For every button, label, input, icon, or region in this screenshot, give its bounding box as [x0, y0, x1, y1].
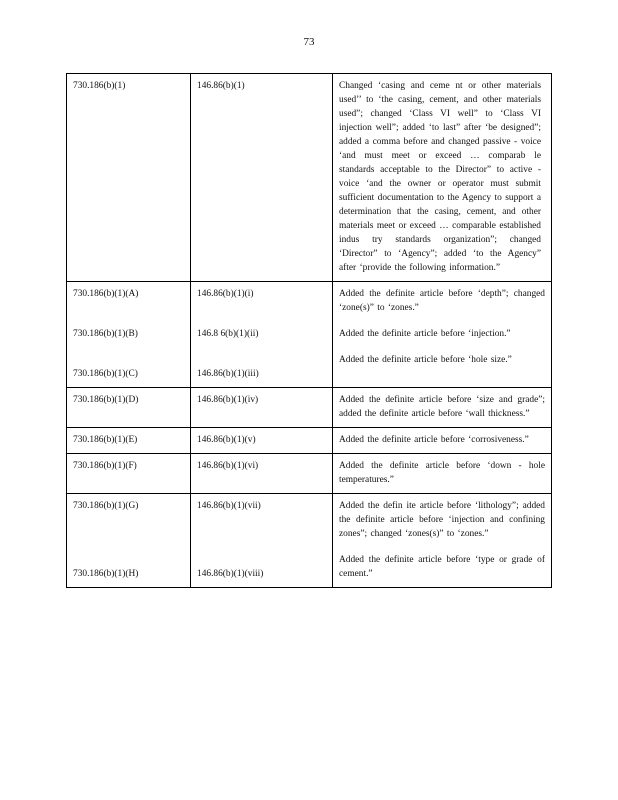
- new-section: 146.86(b)(1)(i): [197, 289, 254, 299]
- description-cell: [333, 388, 552, 428]
- new-section: 146.8 6(b)(1)(ii): [197, 329, 259, 339]
- new-section: 146.86(b)(1): [197, 81, 245, 91]
- new-section: 146.86(b)(1)(vii): [197, 501, 261, 511]
- change-description: Added the definite article before ‘corrosiveness.”: [339, 435, 529, 445]
- old-section: 730.186(b)(1)(A): [73, 289, 139, 299]
- new-section-cell: [191, 282, 333, 388]
- new-section: 146.86(b)(1)(iv): [197, 395, 259, 405]
- description-cell: [333, 282, 552, 388]
- description-cell: [333, 494, 552, 588]
- old-section: 730.186(b)(1)(C): [73, 369, 138, 379]
- old-section: 730.186(b)(1)(B): [73, 329, 138, 339]
- table-row: [67, 428, 552, 454]
- change-description: Added the definite article before ‘hole size.”: [339, 355, 512, 365]
- change-description: Added the definite article before ‘down - hole temperatures.”: [339, 461, 545, 485]
- new-section-cell: [191, 74, 333, 282]
- table-row: [67, 494, 552, 588]
- change-description: Changed ‘casing and ceme nt or other materials used’’ to ‘the casing, cement, and other materials used”; changed ‘Class VI well” to ‘Class VI injection well”; added ‘to last” after ‘be designed”; added a comma before and changed passive - voice ‘and must meet or exceed … comparab le standards acceptable to the Director” to active -voice ‘and the owner or operator must submit sufficient documentation to the Agency to support a determination that the casing, cement, and other materials meet or exceed … comparable established indus try standards organization”; changed ‘Director” to ‘Agency”; added ‘to the Agency” after ‘provide the following information.”: [339, 81, 541, 273]
- description-cell: [333, 74, 552, 282]
- description-cell: [333, 428, 552, 454]
- table-row: [67, 454, 552, 494]
- old-section-cell: [67, 74, 191, 282]
- new-section: 146.86(b)(1)(viii): [197, 569, 264, 579]
- old-section-cell: [67, 282, 191, 388]
- old-section: 730.186(b)(1)(H): [73, 569, 139, 579]
- regulation-comparison-table: [66, 73, 552, 588]
- new-section-cell: [191, 494, 333, 588]
- new-section-cell: [191, 388, 333, 428]
- old-section: 730.186(b)(1)(D): [73, 395, 139, 405]
- change-description: Added the defin ite article before ‘lithology”; added the definite article before ‘injection and confining zones”; changed ‘zones(s)” to ‘zones.”: [339, 501, 545, 539]
- old-section: 730.186(b)(1)(G): [73, 501, 139, 511]
- old-section-cell: [67, 428, 191, 454]
- old-section-cell: [67, 388, 191, 428]
- old-section: 730.186(b)(1)(E): [73, 435, 138, 445]
- new-section-cell: [191, 428, 333, 454]
- old-section-cell: [67, 454, 191, 494]
- new-section: 146.86(b)(1)(vi): [197, 461, 259, 471]
- new-section: 146.86(b)(1)(v): [197, 435, 256, 445]
- change-description: Added the definite article before ‘size and grade”; added the definite article before ‘wall thickness.”: [339, 395, 545, 419]
- change-description: Added the definite article before ‘type or grade of cement.”: [339, 555, 545, 579]
- page-number: 73: [303, 36, 315, 48]
- change-description: Added the definite article before ‘injection.”: [339, 329, 511, 339]
- old-section-cell: [67, 494, 191, 588]
- table-row: [67, 74, 552, 282]
- new-section-cell: [191, 454, 333, 494]
- table-row: [67, 282, 552, 388]
- change-description: Added the definite article before ‘depth”; changed ‘zone(s)” to ‘zones.”: [339, 289, 545, 313]
- old-section: 730.186(b)(1)(F): [73, 461, 137, 471]
- description-cell: [333, 454, 552, 494]
- old-section: 730.186(b)(1): [73, 81, 126, 91]
- table-row: [67, 388, 552, 428]
- new-section: 146.86(b)(1)(iii): [197, 369, 259, 379]
